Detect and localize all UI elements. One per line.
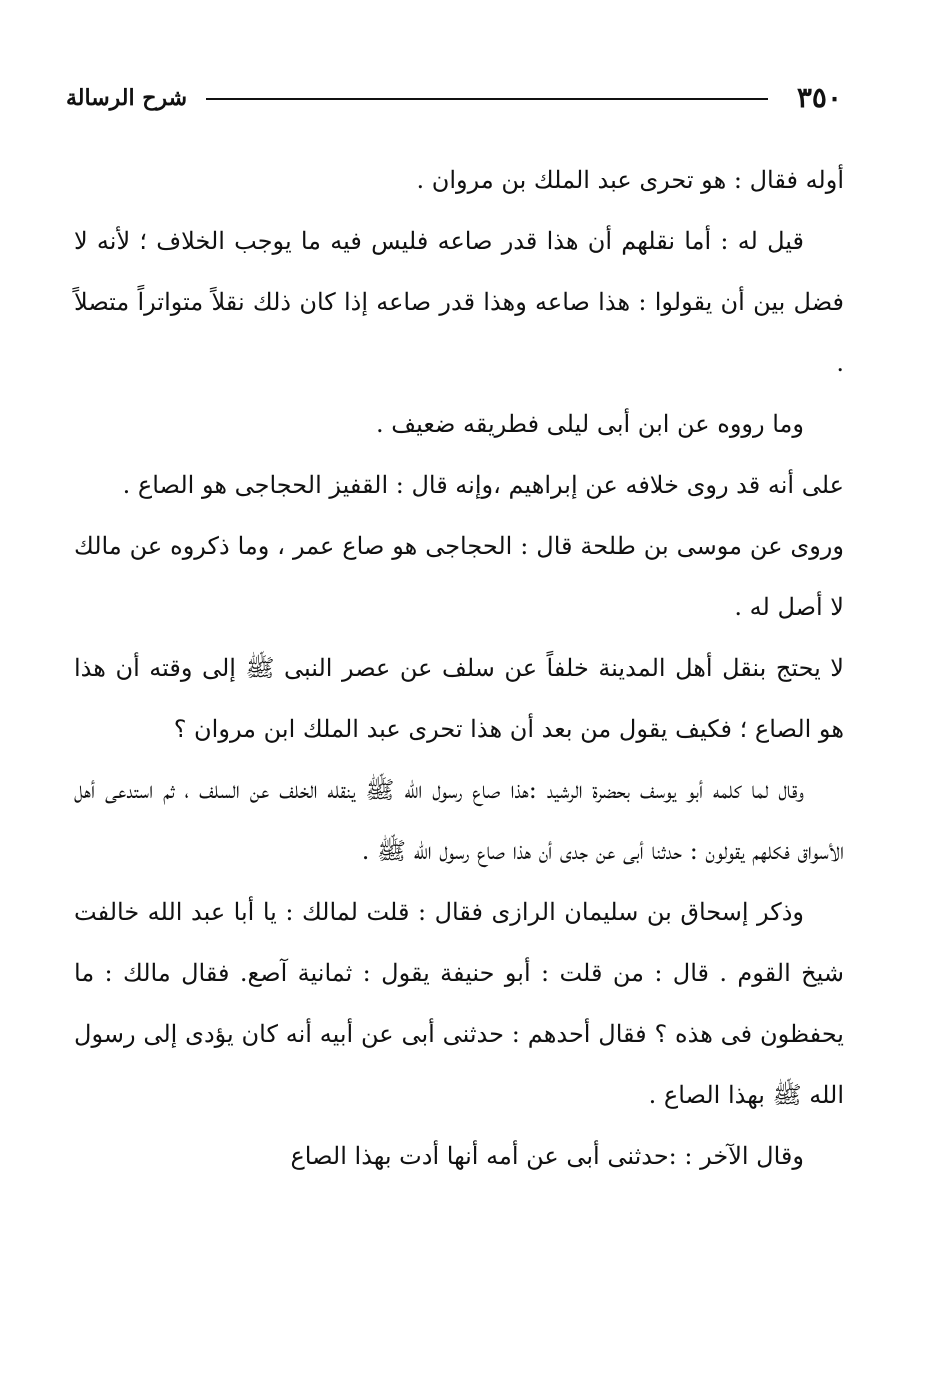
paragraph-8: وذكر إسحاق بن سليمان الرازى فقال : قلت لمالك : يا أبا عبد الله خالفت شيخ القوم . قال : من قلت : أبو حنيفة يقول : ثمانية آصع. فقال مالك : ما يحفظون فى هذه ؟ فقال أحدهم : حدثنى أبى عن أبيه أنه كان يؤدى إلى رسول الله ﷺ بهذا الصاع . (74, 898, 844, 1109)
page-header (66, 78, 842, 118)
paragraph-7: وقال لما كلمه أبو يوسف بحضرة الرشيد :هذا صاع رسول الله ﷺ ينقله الخلف عن السلف ، ثم استدعى أهل الأسواق فكلهم يقولون : حدثنا أبى عن جدى أن هذا صاع رسول الله ﷺ . (74, 776, 844, 865)
paragraph-2: قيل له : أما نقلهم أن هذا قدر صاعه فليس فيه ما يوجب الخلاف ؛ لأنه لا فضل بين أن يقولوا : هذا صاعه وهذا قدر صاعه إذا كان ذلك نقلاً متواتراً متصلاً . (74, 227, 844, 377)
header-rule (206, 98, 768, 100)
page-number: ٣٥٠ (796, 81, 842, 114)
paragraph-5: وروى عن موسى بن طلحة قال : الحجاجى هو صاع عمر ، وما ذكروه عن مالك لا أصل له . (74, 532, 844, 621)
paragraph-6: لا يحتج بنقل أهل المدينة خلفاً عن سلف عن عصر النبى ﷺ إلى وقته أن هذا هو الصاع ؛ فكيف يقول من بعد أن هذا تحرى عبد الملك ابن مروان ؟ (74, 654, 844, 743)
running-title: شرح الرسالة (66, 85, 188, 111)
paragraph-4: على أنه قد روى خلافه عن إبراهيم ،وإنه قال : القفيز الحجاجى هو الصاع . (122, 471, 844, 499)
body-text (74, 150, 844, 1187)
paragraph-3: وما رووه عن ابن أبى ليلى فطريقه ضعيف . (376, 410, 804, 438)
paragraph-1: أوله فقال : هو تحرى عبد الملك بن مروان . (416, 166, 844, 194)
paragraph-9: وقال الآخر : :حدثنى أبى عن أمه أنها أدت بهذا الصاع (290, 1142, 804, 1170)
